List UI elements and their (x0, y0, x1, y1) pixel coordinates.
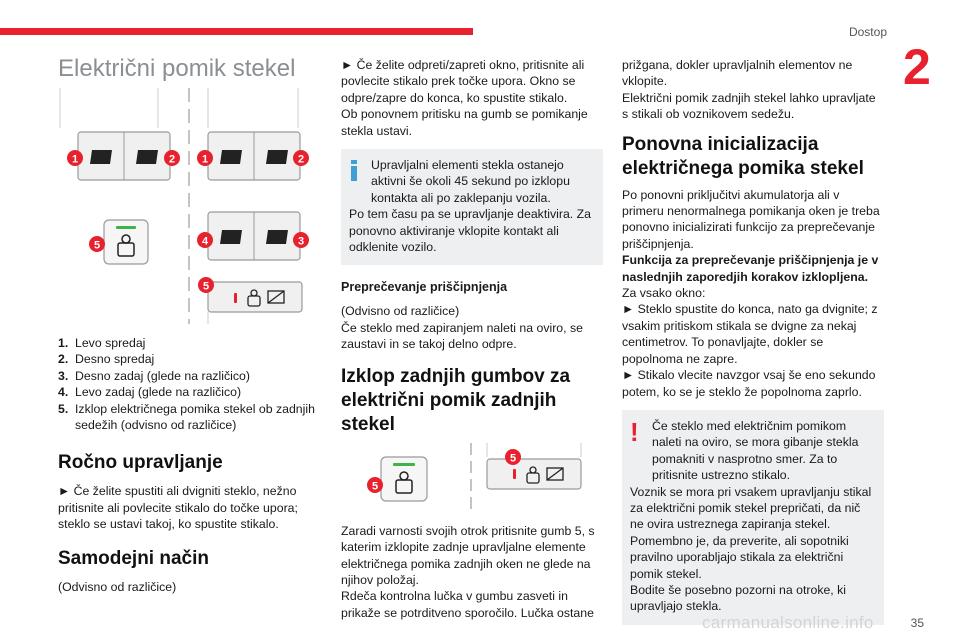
window-switch-icon (266, 150, 288, 164)
paragraph: (Odvisno od različice) (341, 304, 460, 319)
callout-5 (198, 277, 214, 293)
callout-2 (293, 150, 309, 166)
chapter-number: 2 (903, 39, 931, 95)
window-switch-icon (90, 150, 112, 164)
paragraph: Rdeča kontrolna lučka v gumbu zasveti in prikaže se potrditveno sporočilo. Lučka ostane (341, 589, 594, 620)
callout-2 (164, 150, 180, 166)
rear-button-diagram (341, 443, 603, 513)
status-led (393, 463, 415, 466)
figure-legend (58, 335, 320, 433)
status-led (234, 293, 237, 303)
paragraph: Zaradi varnosti svojih otrok pritisnite gumb 5, s katerim izklopite zadnje upravljalne elemente električnega pomika zadnjih oken ne glede na njihov položaj. (341, 523, 595, 587)
window-switch-figure (58, 88, 320, 329)
svg-text:3: 3 (297, 235, 305, 248)
callout-1 (197, 150, 213, 166)
page-title: Električni pomik stekel (58, 55, 296, 82)
subheading: Preprečevanje priščipnjenja (341, 280, 508, 295)
warning-icon: ! (630, 416, 639, 447)
svg-text:2: 2 (168, 153, 176, 166)
paragraph: ► Če želite odpreti/zapreti okno, pritisnite ali povlecite stikalo prek točke upora. Okno se odpre/zapre do konca, ko spustite stikalo. (341, 58, 585, 105)
status-led (513, 469, 516, 479)
watermark: carmanualsonline.info (702, 613, 874, 632)
callout-3 (293, 232, 309, 248)
paragraph: Za vsako okno: (622, 286, 706, 301)
callout-1 (67, 150, 83, 166)
window-switch-icon (136, 150, 158, 164)
callout-5 (89, 236, 105, 252)
window-switch-icon (220, 230, 242, 244)
paragraph: Električni pomik zadnjih stekel lahko upravljate s stikali ob voznikovem sedežu. (622, 90, 876, 122)
callout-5 (367, 477, 383, 493)
info-icon (351, 160, 359, 181)
section-heading: Ročno upravljanje (58, 452, 223, 474)
page-number: 35 (910, 616, 924, 630)
list-item: 4. Levo zadaj (glede na različico) (58, 385, 242, 400)
callout-5 (505, 449, 521, 465)
paragraph: ► Stikalo vlecite navzgor vsaj še eno sekundo potem, ko se je steklo že popolnoma zaprlo. (622, 368, 876, 399)
window-switch-icon (220, 150, 242, 164)
rear-disable-bar (208, 282, 302, 312)
paragraph: Če steklo med zapiranjem naleti na oviro, se zaustavi in se takoj delno odpre. (341, 320, 583, 352)
paragraph: prižgana, dokler upravljalnih elementov ne vklopite. (622, 58, 853, 89)
paragraph: ► Steklo spustite do konca, nato ga dvignite; z vsakim pritiskom stikala se dvigne za nekaj centimetrov. To ponavljajte, dokler se popolnoma ne zapre. (622, 302, 878, 366)
list-item: 1. Levo spredaj (58, 336, 146, 350)
status-led (116, 226, 136, 229)
list-item: 5. Izklop električnega pomika stekel ob zadnjih sedežih (odvisno od različice) (58, 401, 315, 433)
info-box: Upravljalni elementi stekla ostanejo aktivni še okoli 45 sekund po izklopu kontakta ali po zaklepanju vozila. Po tem času pa se upravljanje deaktivira. Za ponovno aktiviranje vklopite kontakt ali odklenite vozilo. (341, 149, 603, 265)
svg-text:1: 1 (201, 153, 209, 166)
rear-button-figure (341, 443, 603, 513)
svg-text:2: 2 (297, 153, 305, 166)
list-item: 2. Desno spredaj (58, 352, 155, 367)
svg-text:1: 1 (71, 153, 79, 166)
warning-box: ! Če steklo med električnim pomikom naleti na oviro, se mora gibanje stekla pomakniti v nasprotno smer. Za to pritisnite ustrezno stikalo. Voznik se mora pri vsakem upravljanju stikal za električni pomik stekel prepričati, da nič ne ovira ustreznega zapiranja stekel. Pomembno je, da preverite, ali sopotniki pravilno uporabljajo stikala za električni pomik stekel. Bodite še posebno pozorni na otroke, ki upravljajo stekla. (622, 410, 884, 625)
window-switch-icon (266, 230, 288, 244)
paragraph: (Odvisno od različice) (58, 579, 177, 594)
paragraph-bold: Funkcija za preprečevanje priščipnjenja je v naslednjih zaporedjih korakov izklopljena. (622, 253, 879, 284)
svg-text:5: 5 (202, 280, 210, 293)
callout-4 (197, 232, 213, 248)
svg-text:5: 5 (371, 480, 379, 493)
top-accent-bar (0, 28, 473, 35)
section-heading: Ponovna inicializacija električnega pomika stekel (622, 133, 864, 179)
paragraph: Ob ponovnem pritisku na gumb se pomikanje stekla ustavi. (341, 107, 588, 138)
rear-disable-bar (487, 459, 581, 489)
section-name: Dostop (848, 25, 887, 39)
section-heading: Izklop zadnjih gumbov za električni pomik zadnjih stekel (341, 365, 571, 435)
paragraph: Po ponovni priključitvi akumulatorja ali v primeru nenormalnega pomikanja oken je treba ponovno inicializirati funkcijo za preprečevanje priščipnjenja. (622, 187, 880, 251)
svg-text:5: 5 (93, 239, 101, 252)
svg-text:5: 5 (509, 452, 517, 465)
list-item: 3. Desno zadaj (glede na različico) (58, 368, 250, 383)
window-switch-diagram (58, 88, 320, 324)
svg-text:4: 4 (201, 235, 209, 248)
section-heading: Samodejni način (58, 547, 209, 569)
paragraph: ► Če želite spustiti ali dvigniti steklo, nežno pritisnite ali povlecite stikalo do točke upora; steklo se ustavi takoj, ko spustite stikalo. (58, 484, 298, 532)
